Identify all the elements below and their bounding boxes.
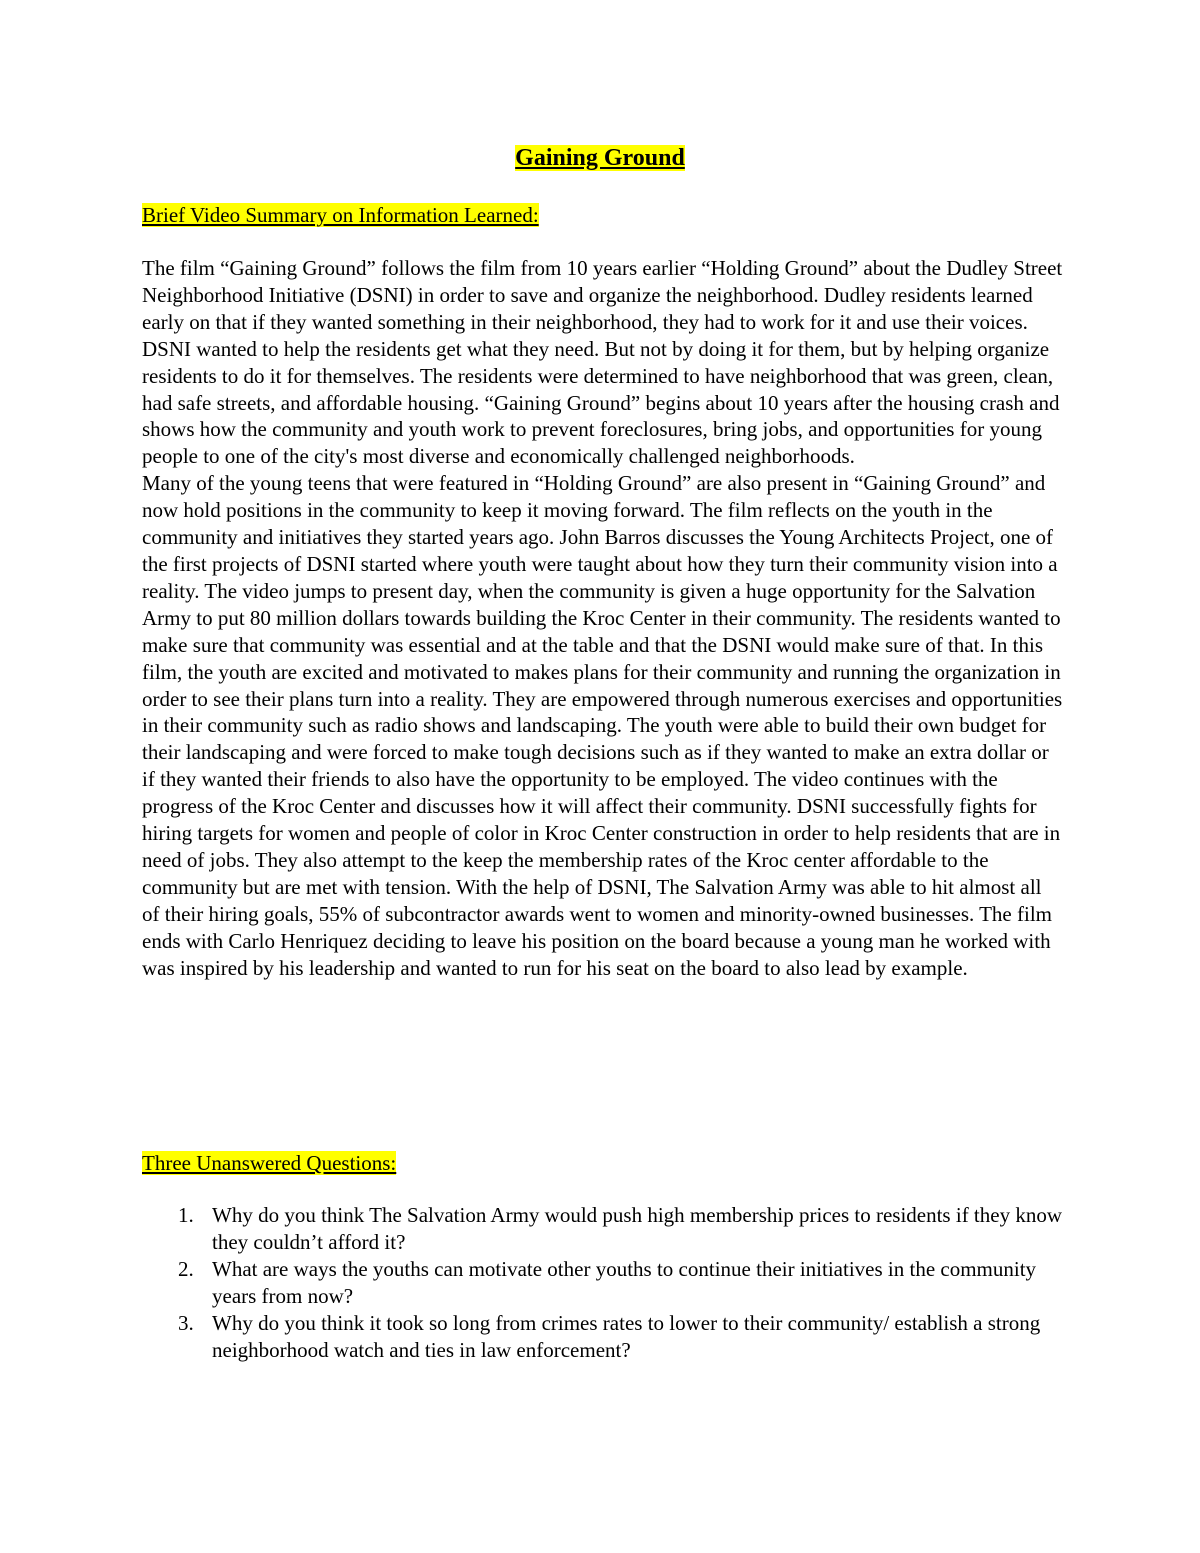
summary-paragraph-2: Many of the young teens that were featured in “Holding Ground” are also present in “Gaining Ground” and now hold positions in the community to keep it moving forward. The film reflects on the youth in the community and initiatives they started years ago. John Barros discusses the Young Architects Project, one of the first projects of DSNI started where youth were taught about how they turn their community vision into a reality. The video jumps to present day, when the community is given a huge opportunity for the Salvation Army to put 80 million dollars towards building the Kroc Center in their community. The residents wanted to make sure that community was essential and at the table and that the DSNI would make sure of that. In this film, the youth are excited and motivated to makes plans for their community and running the organization in order to see their plans turn into a reality. They are empowered through numerous exercises and opportunities in their community such as radio shows and landscaping. The youth were able to build their own budget for their landscaping and were forced to make tough decisions such as if they wanted to make an extra dollar or if they wanted their friends to also have the opportunity to be employed. The video continues with the progress of the Kroc Center and discusses how it will affect their community. DSNI successfully fights for hiring targets for women and people of color in Kroc Center construction in order to help residents that are in need of jobs. They also attempt to the keep the membership rates of the Kroc center affordable to the community but are met with tension. With the help of DSNI, The Salvation Army was able to hit almost all of their hiring goals, 55% of subcontractor awards went to women and minority-owned businesses. The film ends with Carlo Henriquez deciding to leave his position on the board because a young man he worked with was inspired by his leadership and wanted to run for his seat on the board to also lead by example. — [142, 471, 1063, 980]
summary-heading-text: Brief Video Summary on Information Learned: — [142, 203, 539, 227]
question-item-3 — [142, 1310, 1064, 1364]
question-number: 1. — [178, 1203, 194, 1227]
document-title-text: Gaining Ground — [515, 145, 685, 171]
question-item-2 — [142, 1256, 1064, 1310]
question-number: 3. — [178, 1311, 194, 1335]
question-item-1 — [142, 1202, 1064, 1256]
question-number: 2. — [178, 1257, 194, 1281]
questions-heading — [142, 1149, 396, 1177]
question-text: What are ways the youths can motivate other youths to continue their initiatives in the community years from now? — [212, 1257, 1037, 1308]
summary-body — [142, 255, 1064, 981]
question-text: Why do you think it took so long from crimes rates to lower to their community/ establish a strong neighborhood watch and ties in law enforcement? — [212, 1311, 1041, 1362]
questions-heading-text: Three Unanswered Questions: — [142, 1151, 397, 1175]
summary-paragraph-1: The film “Gaining Ground” follows the film from 10 years earlier “Holding Ground” about the Dudley Street Neighborhood Initiative (DSNI) in order to save and organize the neighborhood. Dudley residents learned early on that if they wanted something in their neighborhood, they had to work for it and use their voices. DSNI wanted to help the residents get what they need. But not by doing it for them, but by helping organize residents to do it for themselves. The residents were determined to have neighborhood that was green, clean, had safe streets, and affordable housing. “Gaining Ground” begins about 10 years after the housing crash and shows how the community and youth work to prevent foreclosures, bring jobs, and opportunities for young people to one of the city's most diverse and economically challenged neighborhoods. — [142, 256, 1063, 469]
question-text: Why do you think The Salvation Army would push high membership prices to residents if they know they couldn’t afford it? — [212, 1203, 1063, 1254]
summary-heading — [142, 201, 539, 229]
document-title — [142, 142, 1058, 174]
questions-list — [142, 1202, 1064, 1364]
